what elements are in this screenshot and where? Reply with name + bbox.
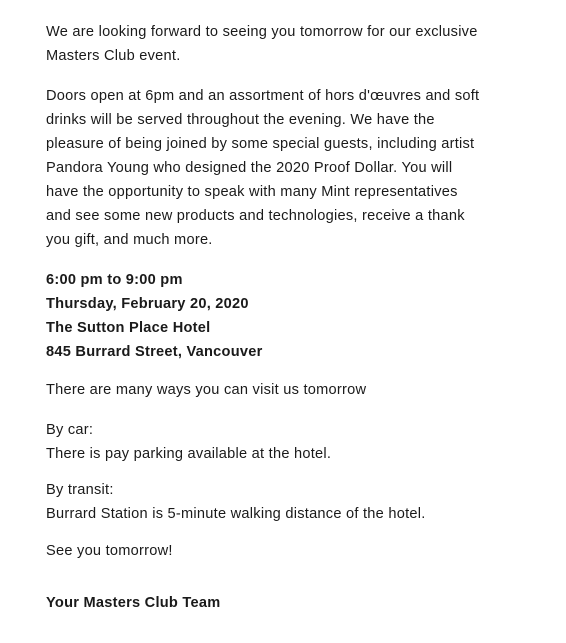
by-transit-text: Burrard Station is 5-minute walking distance of the hotel. <box>46 506 426 522</box>
event-address: 845 Burrard Street, Vancouver <box>46 344 263 360</box>
by-transit-paragraph <box>46 478 546 526</box>
details-line: have the opportunity to speak with many Mint representatives <box>46 184 458 200</box>
signature <box>46 591 546 615</box>
closing-paragraph <box>46 539 546 563</box>
event-venue: The Sutton Place Hotel <box>46 320 211 336</box>
email-body <box>46 20 546 615</box>
signature-text: Your Masters Club Team <box>46 595 221 611</box>
event-date: Thursday, February 20, 2020 <box>46 296 249 312</box>
intro-paragraph <box>46 20 546 68</box>
details-paragraph <box>46 84 546 252</box>
closing-text: See you tomorrow! <box>46 543 173 559</box>
by-car-heading: By car: <box>46 422 94 438</box>
by-car-paragraph <box>46 418 546 466</box>
details-line: pleasure of being joined by some special guests, including artist <box>46 136 475 152</box>
event-details <box>46 268 546 364</box>
by-transit-heading: By transit: <box>46 482 114 498</box>
details-line: drinks will be served throughout the evening. We have the <box>46 112 435 128</box>
details-line: Pandora Young who designed the 2020 Proof Dollar. You will <box>46 160 453 176</box>
details-line: you gift, and much more. <box>46 232 213 248</box>
event-time: 6:00 pm to 9:00 pm <box>46 272 183 288</box>
by-car-text: There is pay parking available at the hotel. <box>46 446 332 462</box>
intro-line: We are looking forward to seeing you tomorrow for our exclusive <box>46 24 478 40</box>
ways-text: There are many ways you can visit us tomorrow <box>46 382 367 398</box>
details-line: Doors open at 6pm and an assortment of hors d'œuvres and soft <box>46 88 480 104</box>
intro-line: Masters Club event. <box>46 48 181 64</box>
details-line: and see some new products and technologies, receive a thank <box>46 208 465 224</box>
ways-paragraph <box>46 378 546 402</box>
